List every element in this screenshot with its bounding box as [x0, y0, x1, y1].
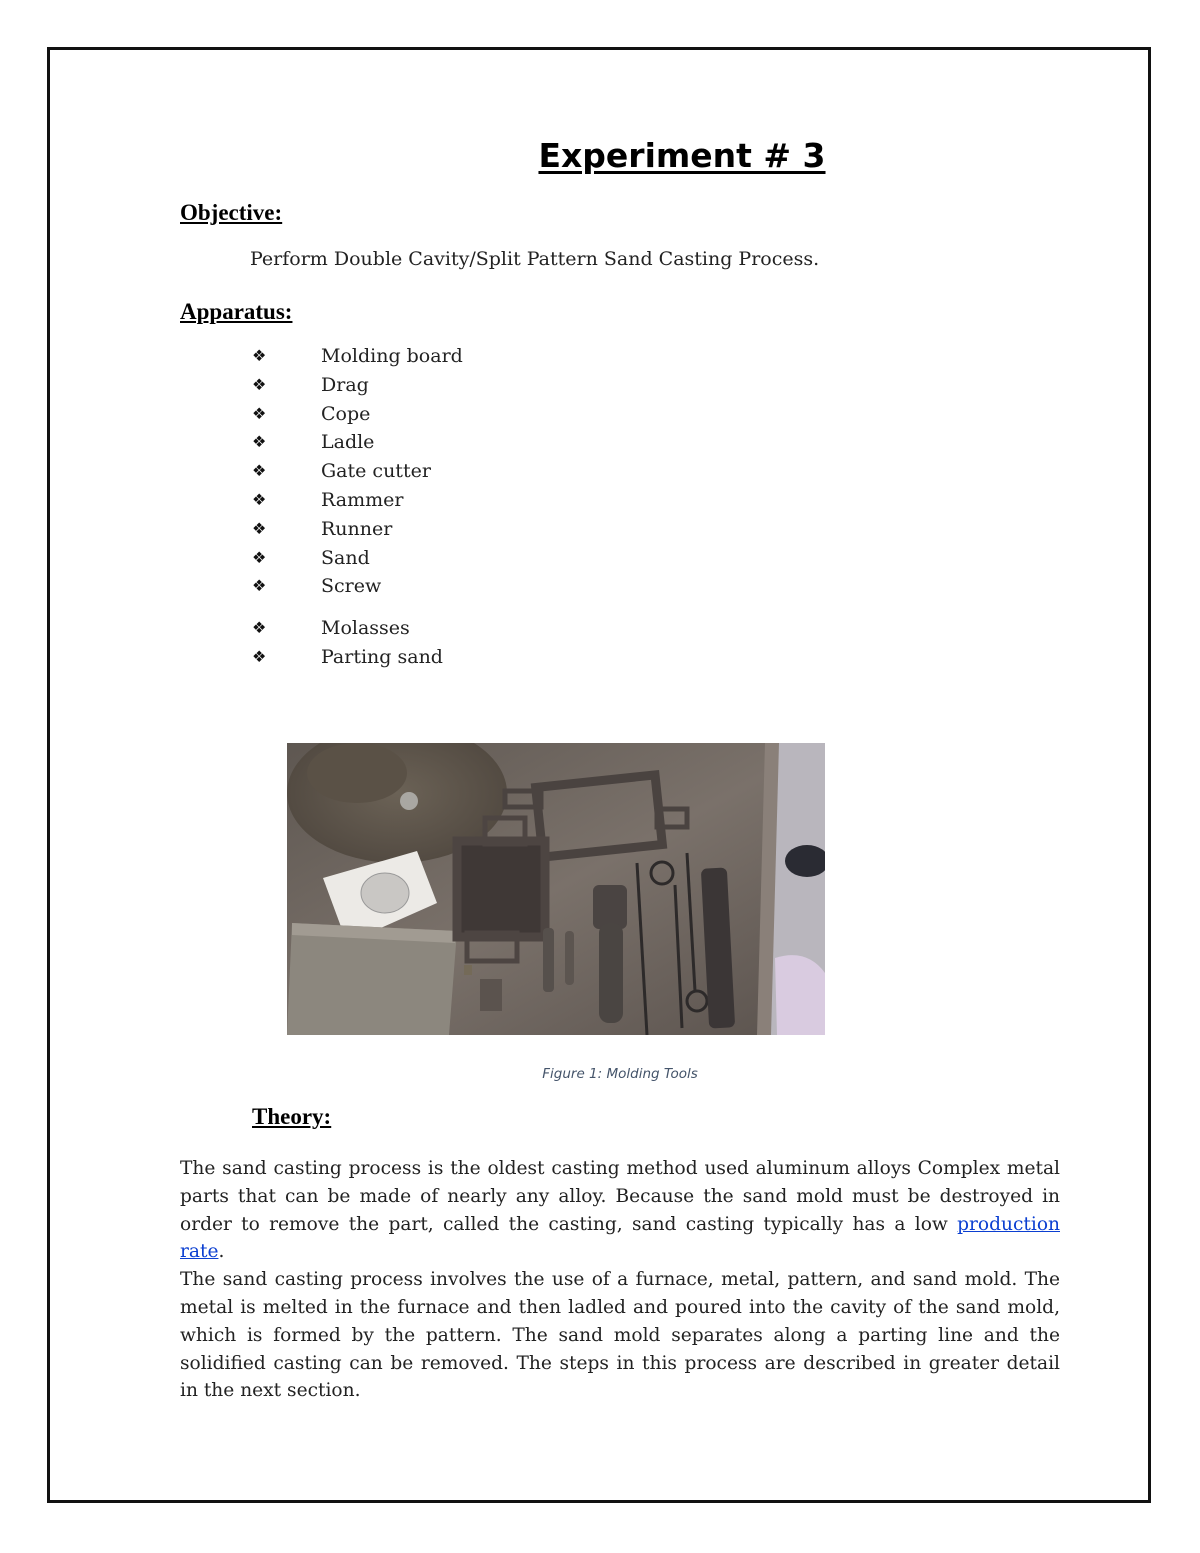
list-item-label: Gate cutter — [321, 460, 431, 483]
theory-paragraph-1 — [180, 1155, 1060, 1266]
bullet-icon: ❖ — [252, 374, 267, 394]
bullet-icon: ❖ — [252, 346, 267, 365]
list-item — [252, 515, 463, 544]
bullet-icon: ❖ — [252, 618, 267, 638]
list-item — [252, 544, 463, 573]
page-title: Experiment # 3 — [538, 136, 826, 175]
list-item — [252, 371, 463, 400]
figure-caption: Figure 1: Molding Tools — [542, 1066, 698, 1082]
bullet-icon: ❖ — [252, 646, 267, 666]
objective-text: Perform Double Cavity/Split Pattern Sand Casting Process. — [250, 248, 820, 270]
list-item — [252, 457, 463, 486]
bullet-icon: ❖ — [252, 403, 267, 423]
list-item — [252, 572, 463, 601]
objective-heading: Objective: — [180, 200, 283, 225]
photo-illustration — [287, 743, 825, 1035]
list-item — [252, 643, 463, 672]
bullet-icon: ❖ — [252, 461, 267, 481]
theory-paragraph-1-text: The sand casting process is the oldest casting method used aluminum alloys Complex metal parts that can be made of nearly any alloy. Because the sand mold must be destroyed in order to remove the part, called the casting, sand casting typically has a low — [180, 1158, 1060, 1235]
list-item-label: Molasses — [321, 617, 410, 640]
bullet-icon: ❖ — [252, 489, 267, 509]
list-item — [252, 342, 463, 371]
molding-tools-photo — [287, 743, 825, 1035]
list-item-label: Ladle — [321, 431, 375, 454]
list-item-label: Rammer — [321, 488, 404, 511]
list-item — [252, 614, 463, 643]
list-item — [252, 486, 463, 515]
theory-body — [180, 1155, 1060, 1405]
theory-paragraph-2: The sand casting process involves the use of a furnace, metal, pattern, and sand mold. The metal is melted in the furnace and then ladled and poured into the cavity of the sand mold, which is formed by the pattern. The sand mold separates along a parting line and the solidified casting can be removed. The steps in this process are described in greater detail in the next section. — [180, 1269, 1060, 1402]
bullet-icon: ❖ — [252, 432, 267, 452]
theory-heading: Theory: — [252, 1104, 332, 1129]
apparatus-list — [252, 342, 463, 672]
list-item-label: Runner — [321, 517, 393, 540]
apparatus-heading: Apparatus: — [180, 299, 293, 324]
production-rate-link[interactable]: production rate — [180, 1213, 1060, 1263]
list-item — [252, 428, 463, 457]
list-item-label: Sand — [321, 546, 370, 569]
list-item-label: Parting sand — [321, 645, 443, 668]
list-item-label: Drag — [321, 373, 369, 396]
list-item-label: Molding board — [321, 345, 463, 367]
list-item — [252, 400, 463, 429]
bullet-icon: ❖ — [252, 518, 267, 538]
bullet-icon: ❖ — [252, 576, 267, 596]
bullet-icon: ❖ — [252, 547, 267, 567]
theory-paragraph-1-end: . — [218, 1241, 225, 1263]
list-item-label: Cope — [321, 402, 371, 425]
list-item-label: Screw — [321, 575, 382, 598]
